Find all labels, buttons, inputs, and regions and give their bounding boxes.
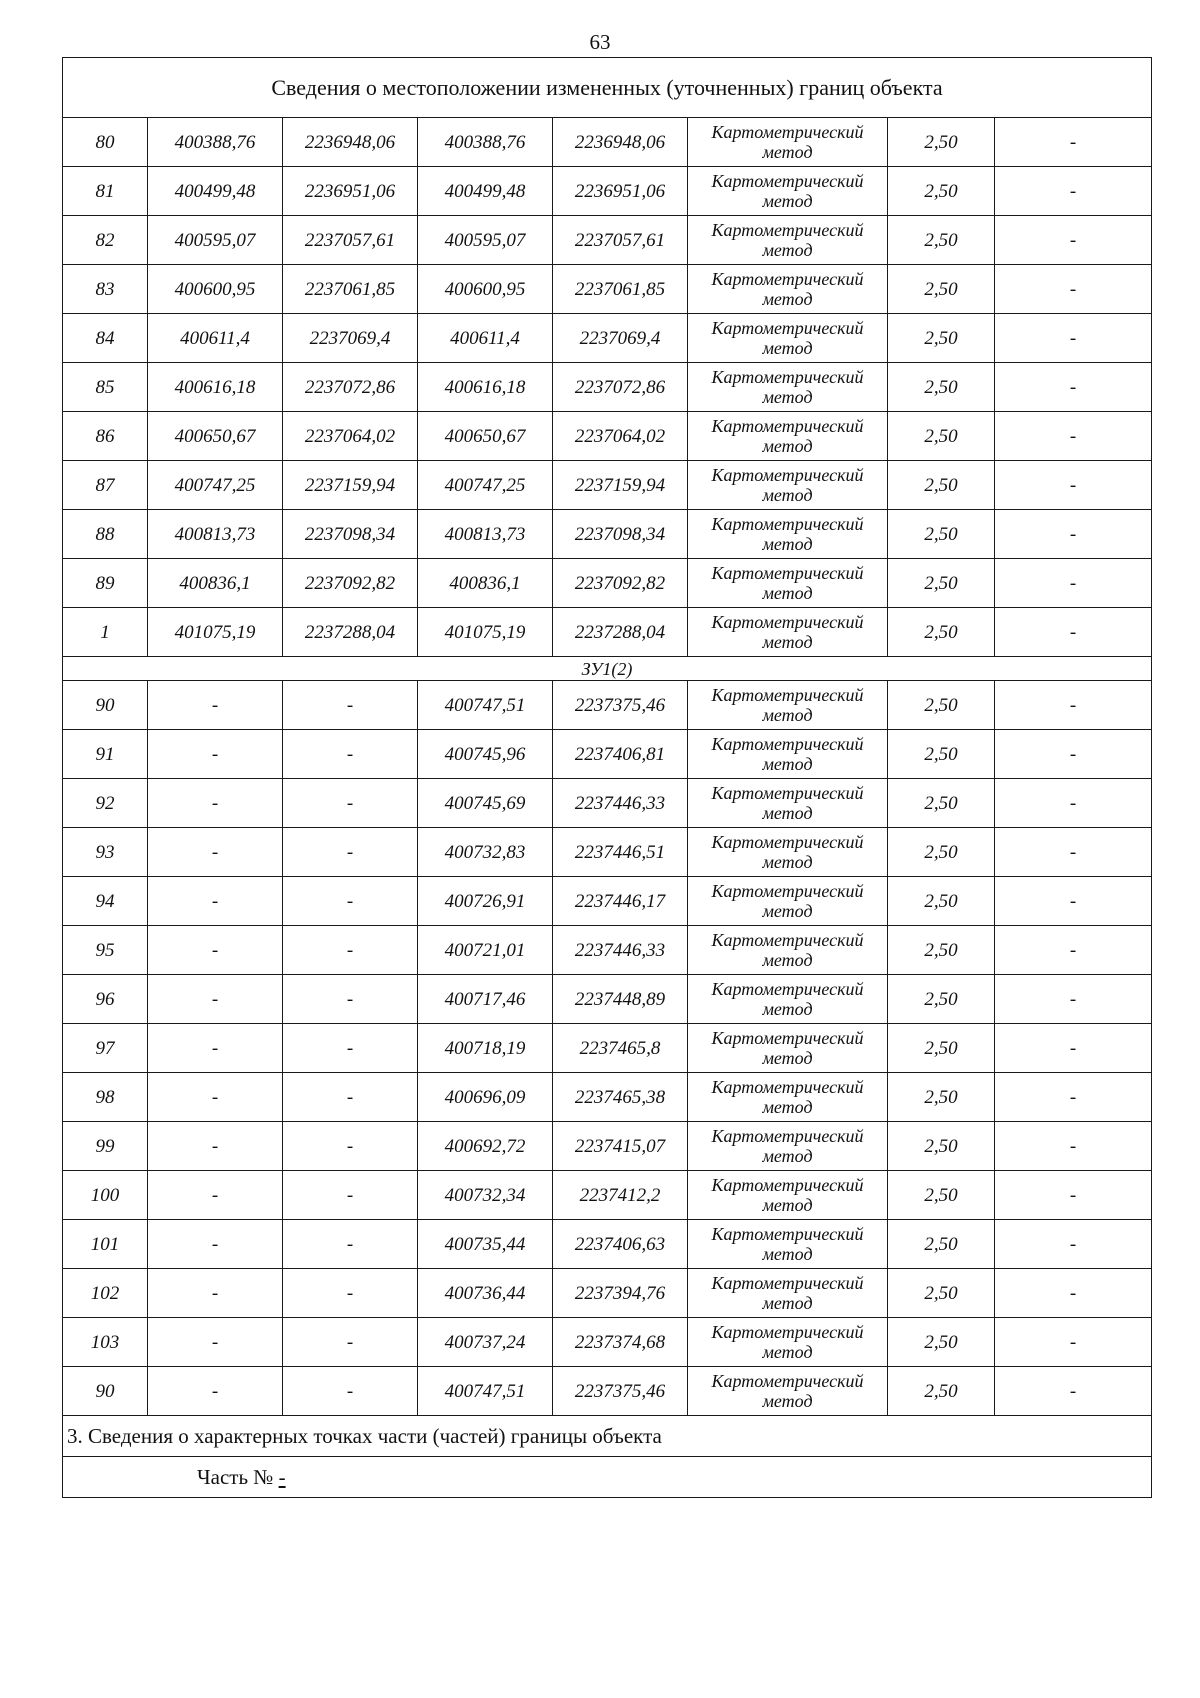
cell-x-new: 400735,44 — [418, 1220, 553, 1269]
cell-description: - — [995, 167, 1152, 216]
cell-point-number: 90 — [63, 1367, 148, 1416]
part-number-cell — [63, 1457, 1152, 1498]
cell-x-old: - — [148, 926, 283, 975]
table-row — [63, 412, 1152, 461]
cell-x-new: 400726,91 — [418, 877, 553, 926]
cell-accuracy: 2,50 — [888, 608, 995, 657]
cell-y-old: - — [283, 1024, 418, 1073]
cell-method: Картометрический метод — [688, 779, 888, 828]
cell-y-old: 2237072,86 — [283, 363, 418, 412]
cell-x-new: 400745,96 — [418, 730, 553, 779]
cell-x-old: - — [148, 1367, 283, 1416]
cell-y-old: 2237069,4 — [283, 314, 418, 363]
cell-x-new: 400747,51 — [418, 1367, 553, 1416]
cell-method: Картометрический метод — [688, 1122, 888, 1171]
table-row — [63, 730, 1152, 779]
cell-method: Картометрический метод — [688, 461, 888, 510]
cell-accuracy: 2,50 — [888, 265, 995, 314]
cell-y-new: 2237098,34 — [553, 510, 688, 559]
cell-x-new: 400696,09 — [418, 1073, 553, 1122]
cell-accuracy: 2,50 — [888, 1318, 995, 1367]
cell-description: - — [995, 461, 1152, 510]
cell-point-number: 98 — [63, 1073, 148, 1122]
cell-description: - — [995, 828, 1152, 877]
cell-y-new: 2236948,06 — [553, 118, 688, 167]
cell-accuracy: 2,50 — [888, 681, 995, 730]
cell-description: - — [995, 975, 1152, 1024]
table-body — [63, 58, 1152, 1498]
cell-x-old: 401075,19 — [148, 608, 283, 657]
table-title: Сведения о местоположении измененных (уточненных) границ объекта — [63, 58, 1152, 118]
cell-description: - — [995, 1367, 1152, 1416]
cell-x-new: 400732,34 — [418, 1171, 553, 1220]
cell-method: Картометрический метод — [688, 828, 888, 877]
cell-x-old: - — [148, 975, 283, 1024]
page-number: 63 — [589, 30, 611, 54]
cell-accuracy: 2,50 — [888, 975, 995, 1024]
cell-y-new: 2237446,17 — [553, 877, 688, 926]
cell-x-new: 400650,67 — [418, 412, 553, 461]
cell-point-number: 80 — [63, 118, 148, 167]
cell-x-new: 400595,07 — [418, 216, 553, 265]
cell-description: - — [995, 265, 1152, 314]
cell-x-old: 400747,25 — [148, 461, 283, 510]
table-row — [63, 1269, 1152, 1318]
cell-x-old: - — [148, 681, 283, 730]
table-row — [63, 1024, 1152, 1073]
cell-x-new: 400747,25 — [418, 461, 553, 510]
boundary-coordinates-table — [62, 57, 1152, 1498]
cell-y-old: 2237159,94 — [283, 461, 418, 510]
table-row — [63, 363, 1152, 412]
cell-x-new: 400813,73 — [418, 510, 553, 559]
cell-y-old: - — [283, 926, 418, 975]
cell-y-new: 2237061,85 — [553, 265, 688, 314]
cell-y-new: 2237069,4 — [553, 314, 688, 363]
cell-point-number: 96 — [63, 975, 148, 1024]
cell-x-old: - — [148, 779, 283, 828]
cell-description: - — [995, 681, 1152, 730]
cell-accuracy: 2,50 — [888, 314, 995, 363]
cell-point-number: 103 — [63, 1318, 148, 1367]
cell-y-new: 2237375,46 — [553, 1367, 688, 1416]
cell-y-old: 2237098,34 — [283, 510, 418, 559]
cell-y-old: - — [283, 681, 418, 730]
cell-x-new: 400616,18 — [418, 363, 553, 412]
cell-y-new: 2236951,06 — [553, 167, 688, 216]
cell-y-old: - — [283, 730, 418, 779]
cell-x-new: 400836,1 — [418, 559, 553, 608]
cell-y-new: 2237415,07 — [553, 1122, 688, 1171]
cell-point-number: 94 — [63, 877, 148, 926]
cell-y-new: 2237465,8 — [553, 1024, 688, 1073]
cell-description: - — [995, 510, 1152, 559]
cell-y-old: - — [283, 1269, 418, 1318]
cell-accuracy: 2,50 — [888, 1367, 995, 1416]
part-section-title-row — [63, 1416, 1152, 1457]
cell-description: - — [995, 118, 1152, 167]
table-row — [63, 877, 1152, 926]
cell-y-old: - — [283, 1171, 418, 1220]
cell-point-number: 91 — [63, 730, 148, 779]
cell-y-old: - — [283, 828, 418, 877]
table-row — [63, 167, 1152, 216]
cell-point-number: 101 — [63, 1220, 148, 1269]
cell-accuracy: 2,50 — [888, 926, 995, 975]
cell-accuracy: 2,50 — [888, 828, 995, 877]
cell-point-number: 90 — [63, 681, 148, 730]
part-label: Часть № — [197, 1464, 279, 1489]
cell-description: - — [995, 1318, 1152, 1367]
cell-y-new: 2237057,61 — [553, 216, 688, 265]
table-row — [63, 1171, 1152, 1220]
table-row — [63, 1073, 1152, 1122]
cell-x-new: 400745,69 — [418, 779, 553, 828]
cell-description: - — [995, 412, 1152, 461]
cell-accuracy: 2,50 — [888, 461, 995, 510]
section-row — [63, 657, 1152, 681]
cell-point-number: 83 — [63, 265, 148, 314]
cell-x-new: 400600,95 — [418, 265, 553, 314]
table-title-row — [63, 58, 1152, 118]
cell-method: Картометрический метод — [688, 118, 888, 167]
cell-description: - — [995, 730, 1152, 779]
cell-x-new: 400611,4 — [418, 314, 553, 363]
cell-accuracy: 2,50 — [888, 1073, 995, 1122]
cell-accuracy: 2,50 — [888, 559, 995, 608]
table-row — [63, 461, 1152, 510]
part-section-title: 3. Сведения о характерных точках части (частей) границы объекта — [63, 1416, 1152, 1457]
cell-x-new: 400732,83 — [418, 828, 553, 877]
cell-point-number: 81 — [63, 167, 148, 216]
cell-method: Картометрический метод — [688, 559, 888, 608]
cell-x-old: 400650,67 — [148, 412, 283, 461]
cell-x-old: - — [148, 1024, 283, 1073]
cell-description: - — [995, 559, 1152, 608]
cell-y-old: - — [283, 779, 418, 828]
cell-accuracy: 2,50 — [888, 1171, 995, 1220]
cell-method: Картометрический метод — [688, 314, 888, 363]
cell-method: Картометрический метод — [688, 265, 888, 314]
cell-point-number: 93 — [63, 828, 148, 877]
section-label: ЗУ1(2) — [63, 657, 1152, 681]
cell-method: Картометрический метод — [688, 412, 888, 461]
cell-point-number: 82 — [63, 216, 148, 265]
cell-accuracy: 2,50 — [888, 1220, 995, 1269]
cell-accuracy: 2,50 — [888, 730, 995, 779]
table-row — [63, 828, 1152, 877]
cell-y-new: 2237394,76 — [553, 1269, 688, 1318]
cell-y-new: 2237072,86 — [553, 363, 688, 412]
cell-point-number: 88 — [63, 510, 148, 559]
cell-accuracy: 2,50 — [888, 779, 995, 828]
cell-point-number: 95 — [63, 926, 148, 975]
table-row — [63, 1367, 1152, 1416]
cell-method: Картометрический метод — [688, 1367, 888, 1416]
cell-x-old: - — [148, 1269, 283, 1318]
cell-point-number: 97 — [63, 1024, 148, 1073]
cell-point-number: 102 — [63, 1269, 148, 1318]
cell-y-old: 2237057,61 — [283, 216, 418, 265]
cell-y-new: 2237446,33 — [553, 926, 688, 975]
cell-y-new: 2237406,63 — [553, 1220, 688, 1269]
cell-description: - — [995, 926, 1152, 975]
table-row — [63, 779, 1152, 828]
part-number-row — [63, 1457, 1152, 1498]
cell-point-number: 99 — [63, 1122, 148, 1171]
table-row — [63, 975, 1152, 1024]
cell-y-old: 2237064,02 — [283, 412, 418, 461]
table-row — [63, 265, 1152, 314]
cell-method: Картометрический метод — [688, 167, 888, 216]
cell-x-old: 400499,48 — [148, 167, 283, 216]
cell-y-new: 2237446,33 — [553, 779, 688, 828]
table-row — [63, 216, 1152, 265]
cell-method: Картометрический метод — [688, 1024, 888, 1073]
table-row — [63, 608, 1152, 657]
cell-x-new: 400717,46 — [418, 975, 553, 1024]
cell-method: Картометрический метод — [688, 1073, 888, 1122]
cell-y-new: 2237064,02 — [553, 412, 688, 461]
cell-method: Картометрический метод — [688, 926, 888, 975]
cell-x-old: - — [148, 1122, 283, 1171]
cell-x-old: - — [148, 730, 283, 779]
cell-x-new: 400737,24 — [418, 1318, 553, 1367]
cell-point-number: 92 — [63, 779, 148, 828]
cell-accuracy: 2,50 — [888, 1024, 995, 1073]
cell-x-old: 400600,95 — [148, 265, 283, 314]
cell-method: Картометрический метод — [688, 510, 888, 559]
cell-point-number: 86 — [63, 412, 148, 461]
cell-description: - — [995, 1220, 1152, 1269]
cell-y-new: 2237375,46 — [553, 681, 688, 730]
cell-accuracy: 2,50 — [888, 510, 995, 559]
cell-y-new: 2237446,51 — [553, 828, 688, 877]
cell-y-old: 2237061,85 — [283, 265, 418, 314]
cell-accuracy: 2,50 — [888, 1122, 995, 1171]
cell-description: - — [995, 216, 1152, 265]
cell-method: Картометрический метод — [688, 681, 888, 730]
cell-method: Картометрический метод — [688, 363, 888, 412]
cell-description: - — [995, 608, 1152, 657]
cell-x-new: 400499,48 — [418, 167, 553, 216]
cell-x-old: 400595,07 — [148, 216, 283, 265]
table-row — [63, 681, 1152, 730]
cell-y-new: 2237288,04 — [553, 608, 688, 657]
cell-x-new: 400736,44 — [418, 1269, 553, 1318]
table-row — [63, 1318, 1152, 1367]
cell-x-new: 400388,76 — [418, 118, 553, 167]
cell-y-new: 2237406,81 — [553, 730, 688, 779]
cell-description: - — [995, 314, 1152, 363]
cell-accuracy: 2,50 — [888, 118, 995, 167]
cell-method: Картометрический метод — [688, 975, 888, 1024]
cell-y-old: - — [283, 1318, 418, 1367]
table-row — [63, 926, 1152, 975]
cell-description: - — [995, 1171, 1152, 1220]
cell-accuracy: 2,50 — [888, 167, 995, 216]
cell-description: - — [995, 779, 1152, 828]
cell-x-old: - — [148, 877, 283, 926]
cell-point-number: 84 — [63, 314, 148, 363]
cell-y-old: 2237288,04 — [283, 608, 418, 657]
cell-x-old: - — [148, 1073, 283, 1122]
cell-description: - — [995, 1122, 1152, 1171]
cell-description: - — [995, 363, 1152, 412]
cell-y-new: 2237448,89 — [553, 975, 688, 1024]
table-row — [63, 118, 1152, 167]
cell-x-new: 401075,19 — [418, 608, 553, 657]
cell-method: Картометрический метод — [688, 608, 888, 657]
cell-description: - — [995, 1073, 1152, 1122]
cell-point-number: 89 — [63, 559, 148, 608]
cell-method: Картометрический метод — [688, 1318, 888, 1367]
cell-y-old: 2236951,06 — [283, 167, 418, 216]
cell-y-new: 2237159,94 — [553, 461, 688, 510]
cell-x-old: 400388,76 — [148, 118, 283, 167]
cell-method: Картометрический метод — [688, 216, 888, 265]
cell-y-old: - — [283, 1122, 418, 1171]
cell-x-old: - — [148, 828, 283, 877]
cell-y-new: 2237465,38 — [553, 1073, 688, 1122]
cell-x-new: 400747,51 — [418, 681, 553, 730]
cell-method: Картометрический метод — [688, 1171, 888, 1220]
cell-x-old: 400813,73 — [148, 510, 283, 559]
cell-x-old: - — [148, 1318, 283, 1367]
cell-method: Картометрический метод — [688, 1269, 888, 1318]
table-row — [63, 314, 1152, 363]
cell-point-number: 100 — [63, 1171, 148, 1220]
cell-y-new: 2237412,2 — [553, 1171, 688, 1220]
cell-accuracy: 2,50 — [888, 877, 995, 926]
cell-y-old: - — [283, 1367, 418, 1416]
cell-description: - — [995, 877, 1152, 926]
cell-description: - — [995, 1024, 1152, 1073]
cell-point-number: 1 — [63, 608, 148, 657]
cell-method: Картометрический метод — [688, 1220, 888, 1269]
cell-accuracy: 2,50 — [888, 412, 995, 461]
cell-y-old: 2237092,82 — [283, 559, 418, 608]
cell-point-number: 85 — [63, 363, 148, 412]
cell-accuracy: 2,50 — [888, 1269, 995, 1318]
table-row — [63, 510, 1152, 559]
cell-y-new: 2237374,68 — [553, 1318, 688, 1367]
cell-method: Картометрический метод — [688, 877, 888, 926]
cell-x-old: 400611,4 — [148, 314, 283, 363]
cell-y-old: - — [283, 1073, 418, 1122]
cell-x-new: 400721,01 — [418, 926, 553, 975]
cell-y-old: - — [283, 975, 418, 1024]
cell-point-number: 87 — [63, 461, 148, 510]
cell-x-old: - — [148, 1171, 283, 1220]
cell-y-old: - — [283, 877, 418, 926]
cell-x-old: 400836,1 — [148, 559, 283, 608]
cell-y-old: - — [283, 1220, 418, 1269]
table-row — [63, 559, 1152, 608]
cell-x-old: - — [148, 1220, 283, 1269]
cell-y-old: 2236948,06 — [283, 118, 418, 167]
part-value: - — [278, 1464, 286, 1489]
cell-method: Картометрический метод — [688, 730, 888, 779]
cell-x-new: 400718,19 — [418, 1024, 553, 1073]
table-row — [63, 1220, 1152, 1269]
table-row — [63, 1122, 1152, 1171]
cell-x-new: 400692,72 — [418, 1122, 553, 1171]
cell-accuracy: 2,50 — [888, 363, 995, 412]
cell-accuracy: 2,50 — [888, 216, 995, 265]
cell-y-new: 2237092,82 — [553, 559, 688, 608]
cell-description: - — [995, 1269, 1152, 1318]
cell-x-old: 400616,18 — [148, 363, 283, 412]
